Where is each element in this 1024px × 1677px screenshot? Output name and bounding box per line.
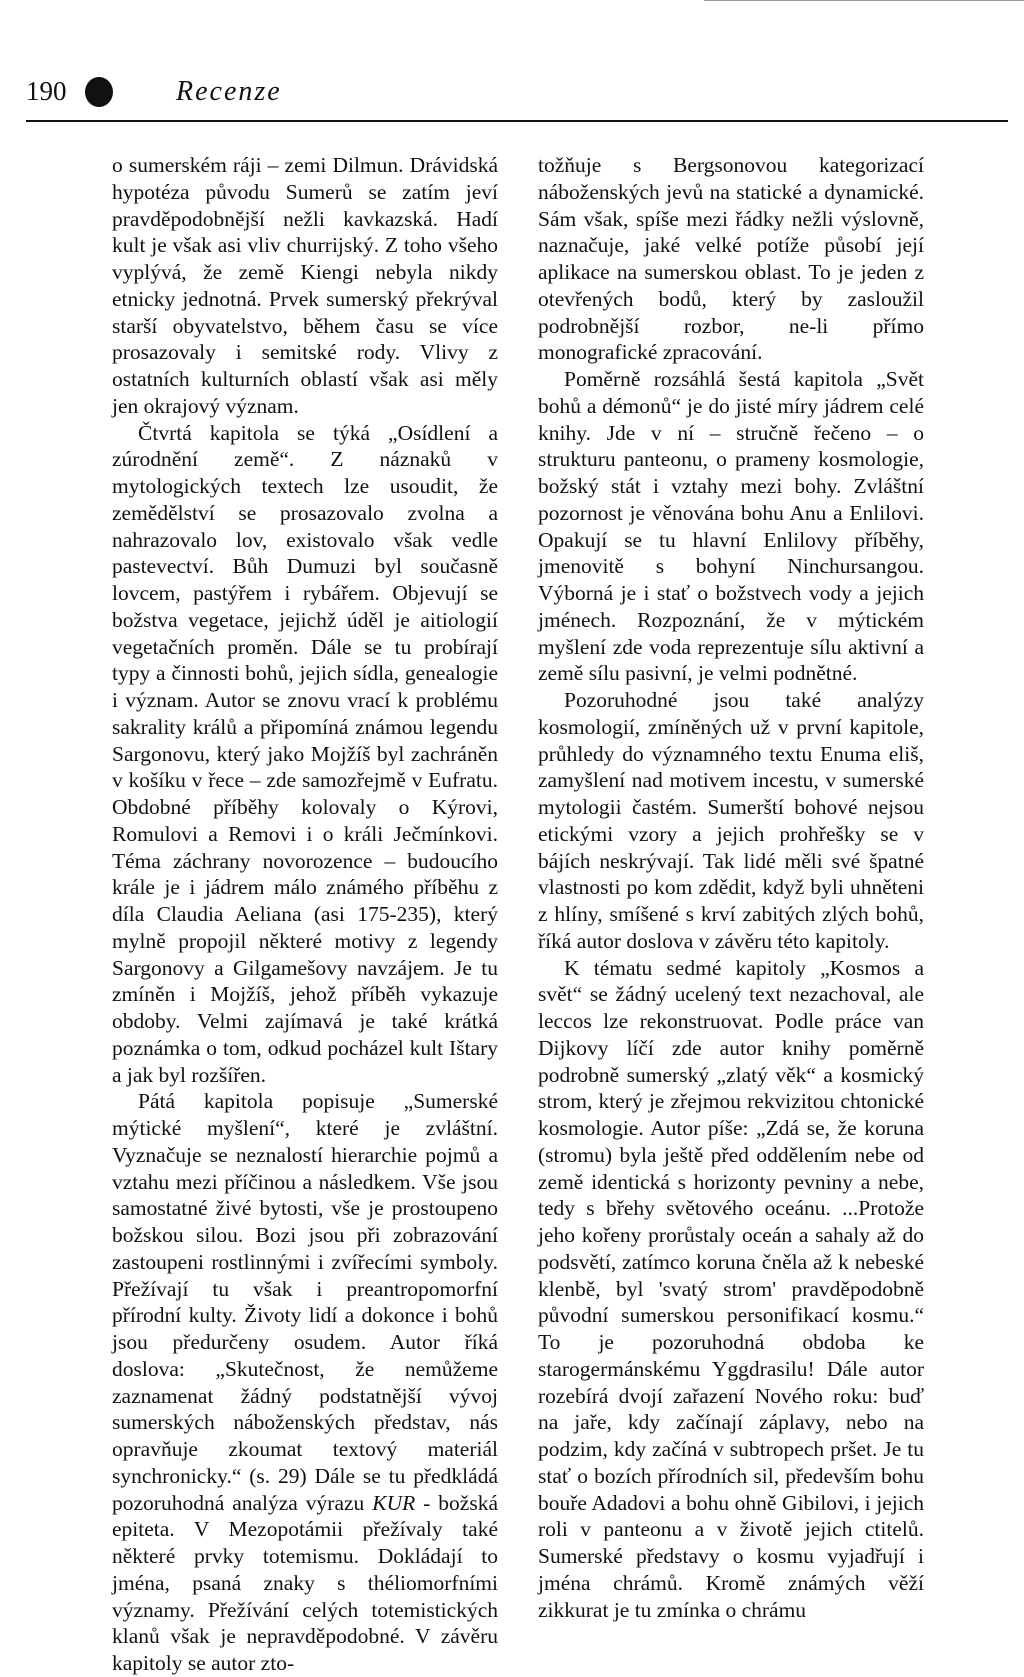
bullet-icon — [85, 77, 113, 107]
left-paragraph-3-part-1: Pátá kapitola popisuje „Sumerské mýtické myšlení“, které je zvláštní. Vyznačuje se neznalostí hierarchie pojmů a vztahu mezi příčinou a následkem. Vše jsou samostatné živé bytosti, vše je prostoupeno božskou silou. Bozi jsou při zobrazování zastoupeni rostlinnými i zvířecími symboly. Přežívají tu však i preantropomorfní přírodní kulty. Životy lidí a dokonce i bohů jsou předurčeny osudem. Autor říká doslova: „Skutečnost, že nemůžeme zaznamenat žádný podstatnější vývoj sumerských náboženských představ, nás opravňuje zkoumat textový materiál synchronicky.“ (s. 29) Dále se tu předkládá pozoruhodná analýza výrazu — [112, 1089, 498, 1515]
left-paragraph-3-part-2: - božská epiteta. V Mezopotámii přežívaly také některé prvky totemismu. Dokládají to jména, psaná znaky s théliomorfními významy. Přežívání celých totemistických klanů však je nepravděpodobné. V závěru kapitoly se autor zto- — [112, 1490, 498, 1675]
left-paragraph-3 — [112, 1088, 498, 1677]
right-paragraph-1: tožňuje s Bergsonovou kategorizací náboženských jevů na statické a dynamické. Sám však, spíše mezi řádky nežli výslovně, naznačuje, jaké velké potíže působí její aplikace na sumerskou oblast. To je jeden z otevřených bodů, který by zasloužil podrobnější rozbor, ne-li přímo monografické zpracování. — [538, 153, 924, 365]
right-paragraph-4: K tématu sedmé kapitoly „Kosmos a svět“ se žádný ucelený text nezachoval, ale leccos lze rekonstruovat. Podle práce van Dijkovy líčí zde autor knihy poměrně podrobně sumerský „zlatý věk“ a kosmický strom, který je zřejmou rekvizitou chtonické kosmologie. Autor píše: „Zdá se, že koruna (stromu) byla ještě před oddělením nebe od země identická s horizonty pevniny a nebe, tedy s břehy světového oceánu. ...Protože jeho kořeny prorůstaly oceán a sahaly až do podsvětí, zatímco koruna čněla až k nebeské klenbě, byl 'svatý strom' pravděpodobně původní sumerskou personifikací kosmu.“ To je pozoruhodná obdoba ke starogermánskému Yggdrasilu! Dále autor rozebírá dvojí zařazení Nového roku: buď na jaře, kdy začínají záplavy, nebo na podzim, kdy začíná v subtropech pršet. Je tu stať o bozích přírodních sil, především bohu bouře Adadovi a bohu ohně Gibilovi, i jejich roli v panteonu a v životě jejich ctitelů. Sumerské představy o kosmu vyjadřují i jména chrámů. Kromě známých věží zikkurat je tu zmínka o chrámu — [538, 955, 924, 1622]
left-paragraph-2: Čtvrtá kapitola se týká „Osídlení a zúrodnění země“. Z náznaků v mytologických textech lze usoudit, že zemědělství se prosazovalo zvolna a nahrazovalo lov, existovalo však vedle pastevectví. Bůh Dumuzi byl současně lovcem, pastýřem i rybářem. Objevují se božstva vegetace, jejichž úděl je aitiologií vegetačních proměn. Dále se tu probírají typy a činnosti bohů, jejich sídla, genealogie i význam. Autor se znovu vrací k problému sakrality králů a připomíná známou legendu Sargonovu, který jako Mojžíš byl zachráněn v košíku v řece – zde samozřejmě v Eufratu. Obdobné příběhy kolovaly o Kýrovi, Romulovi a Removi i o králi Ječmínkovi. Téma záchrany novorozence – budoucího krále je i jádrem málo známého příběhu z díla Claudia Aeliana (asi 175-235), který mylně propojil některé motivy z legendy Sargonovy a Gilgamešovy navzájem. Je tu zmíněn i Mojžíš, jehož příběh vykazuje obdoby. Velmi zajímavá je také krátká poznámka o tom, odkud pocházel kult Ištary a jak byl rozšířen. — [112, 420, 498, 1087]
page-number: 190 — [26, 76, 67, 106]
top-edge-line — [704, 0, 1024, 1]
left-paragraph-1: o sumerském ráji – zemi Dilmun. Drávidská hypotéza původu Sumerů se zatím jeví pravděpodobnější nežli kavkazská. Hadí kult je však asi vliv churrijský. Z toho všeho vyplývá, že země Kiengi nebyla nikdy etnicky jednotná. Prvek sumerský překrýval starší obyvatelstvo, během času se více prosazovaly i semitské rody. Vlivy z ostatních kulturních oblastí však asi měly jen okrajový význam. — [112, 153, 498, 418]
section-title: Recenze — [176, 76, 282, 107]
kur-term: KUR — [372, 1490, 416, 1515]
left-column — [112, 152, 498, 1677]
right-paragraph-2: Poměrně rozsáhlá šestá kapitola „Svět bohů a démonů“ je do jisté míry jádrem celé knihy. Jde v ní – stručně řečeno – o strukturu panteonu, o prameny kosmologie, božský stát i vztahy mezi bohy. Zvláštní pozornost je věnována bohu Anu a Enlilovi. Opakují se tu hlavní Enlilovy příběhy, jmenovitě s bohyní Ninchursangou. Výborná je i stať o božstvech vody a jejich jménech. Rozpoznání, že v mýtickém myšlení zde voda reprezentuje sílu aktivní a země sílu pasivní, je velmi podnětné. — [538, 367, 924, 686]
header-divider — [26, 120, 1008, 122]
right-column — [538, 152, 924, 1623]
right-paragraph-3: Pozoruhodné jsou také analýzy kosmologií, zmíněných už v první kapitole, průhledy do významného textu Enuma eliš, zamyšlení nad motivem incestu, v sumerské mytologii častém. Sumerští bohové nejsou etickými vzory a jejich prohřešky se v bájích neskrývají. Tak lidé měli své špatné vlastnosti po kom zdědit, když byli uhněteni z hlíny, smíšené s krví zabitých zlých bohů, říká autor doslova v závěru této kapitoly. — [538, 688, 924, 953]
